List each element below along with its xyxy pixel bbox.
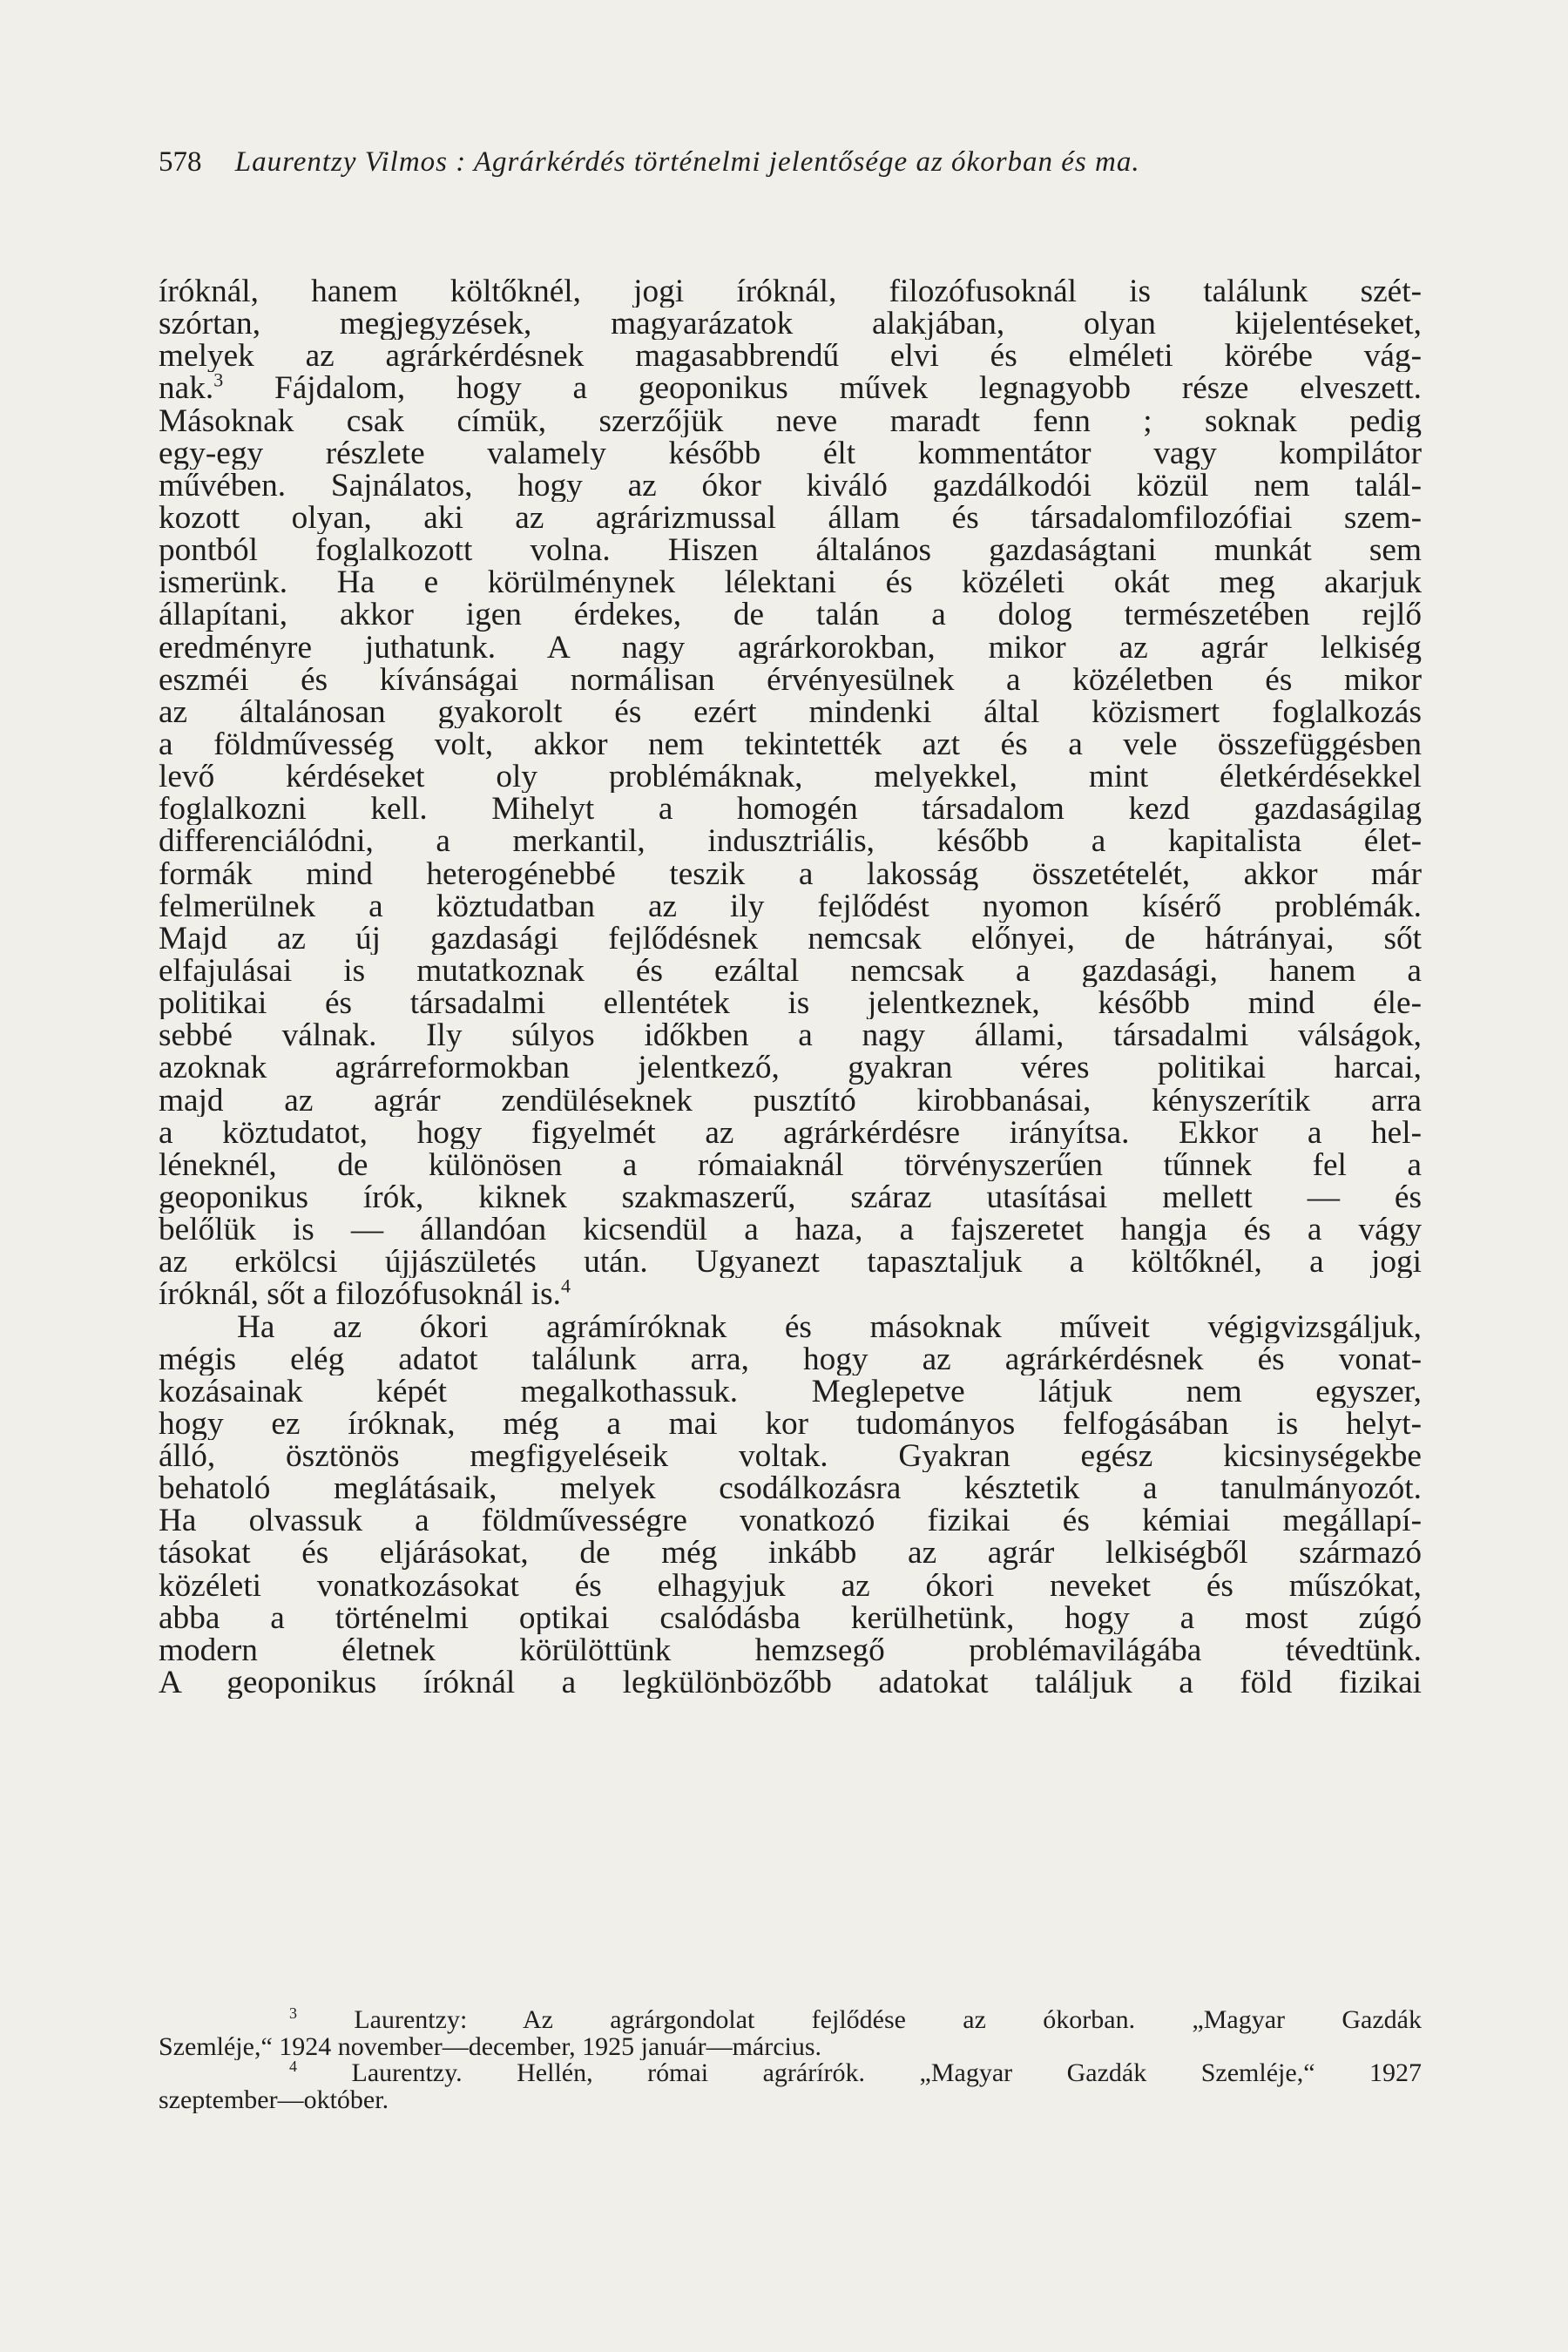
text-line: felmerülnek a köztudatban az ily fejlődést nyomon kísérő problémák. <box>159 889 1422 923</box>
text-line: geoponikus írók, kiknek szakmaszerű, száraz utasításai mellett — és <box>159 1180 1422 1214</box>
footnote-mark: 3 <box>289 2007 297 2022</box>
text-line: politikai és társadalmi ellentétek is jelentkeznek, később mind éle- <box>159 987 1422 1020</box>
text-line: mégis elég adatot találunk arra, hogy az agrárkérdésnek és vonat- <box>159 1342 1422 1375</box>
text-line: differenciálódni, a merkantil, indusztriális, később a kapitalista élet- <box>159 825 1422 858</box>
text-line: az általánosan gyakorolt és ezért mindenki által közismert foglalkozás <box>159 695 1422 728</box>
text-line: Ha az ókori agrámíróknak és másoknak műveit végigvizsgáljuk, <box>237 1310 1422 1343</box>
text-line: a földművesség volt, akkor nem tekintették azt és a vele összefüggésben <box>159 727 1422 761</box>
text-fragment: nak. <box>159 372 214 405</box>
text-line: formák mind heterogénebbé teszik a lakosság összetételét, akkor már <box>159 857 1422 890</box>
text-line <box>159 1278 1422 1310</box>
text-line: tásokat és eljárásokat, de még inkább az agrár lelkiségből származó <box>159 1537 1422 1570</box>
text-line: eszméi és kívánságai normálisan érvényesülnek a közéletben és mikor <box>159 663 1422 696</box>
text-line: a köztudatot, hogy figyelmét az agrárkérdésre irányítsa. Ekkor a hel- <box>159 1116 1422 1149</box>
text-line: melyek az agrárkérdésnek magasabbrendű elvi és elméleti körébe vág- <box>159 340 1422 373</box>
footnote-4 <box>159 2060 1422 2087</box>
footnote-3 <box>159 2007 1422 2034</box>
footnote-ref-3[interactable]: 3 <box>213 372 224 391</box>
page-number: 578 <box>159 146 202 178</box>
text-fragment: Fájdalom, hogy a geoponikus művek legnagyobb része elveszett. <box>223 372 1422 405</box>
body-text <box>159 275 1422 1699</box>
text-line: belőlük is — állandóan kicsendül a haza, a fajszeretet hangja és a vágy <box>159 1213 1422 1247</box>
text-line: sebbé válnak. Ily súlyos időkben a nagy állami, társadalmi válságok, <box>159 1019 1422 1052</box>
text-line: íróknál, hanem költőknél, jogi íróknál, filozófusoknál is találunk szét- <box>159 275 1422 308</box>
footnote-4-continued: szeptember—október. <box>159 2086 389 2113</box>
text-line: Majd az új gazdasági fejlődésnek nemcsak előnyei, de hátrányai, sőt <box>159 922 1422 955</box>
text-line: elfajulásai is mutatkoznak és ezáltal nemcsak a gazdasági, hanem a <box>159 954 1422 988</box>
text-line: léneknél, de különösen a rómaiaknál törvényszerűen tűnnek fel a <box>159 1148 1422 1181</box>
text-line: Ha olvassuk a földművességre vonatkozó fizikai és kémiai megállapí- <box>159 1504 1422 1538</box>
text-line: levő kérdéseket oly problémáknak, melyekkel, mint életkérdésekkel <box>159 760 1422 794</box>
text-line: az erkölcsi újjászületés után. Ugyanezt tapasztaljuk a költőknél, a jogi <box>159 1246 1422 1279</box>
footnote-text: Laurentzy. Hellén, római agrárírók. „Magyar Gazdák Szemléje,“ 1927 <box>351 2060 1422 2087</box>
paragraph-2 <box>159 1311 1422 1700</box>
text-line: behatoló meglátásaik, melyek csodálkozásra késztetik a tanulmányozót. <box>159 1472 1422 1505</box>
footnote-ref-4[interactable]: 4 <box>561 1278 571 1297</box>
text-line: modern életnek körülöttünk hemzsegő problémavilágába tévedtünk. <box>159 1633 1422 1667</box>
footnotes <box>159 2007 1422 2113</box>
text-line: hogy ez íróknak, még a mai kor tudományos felfogásában is helyt- <box>159 1407 1422 1441</box>
text-line: kozott olyan, aki az agrárizmussal állam és társadalomfilozófiai szem- <box>159 501 1422 535</box>
text-line: egy-egy részlete valamely később élt kommentátor vagy kompilátor <box>159 436 1422 470</box>
running-title: Laurentzy Vilmos : Agrárkérdés történelmi jelentősége az ókorban és ma. <box>234 146 1140 178</box>
text-line: pontból foglalkozott volna. Hiszen általános gazdaságtani munkát sem <box>159 534 1422 567</box>
text-line: abba a történelmi optikai csalódásba kerülhetünk, hogy a most zúgó <box>159 1601 1422 1634</box>
text-line: művében. Sajnálatos, hogy az ókor kiváló gazdálkodói közül nem talál- <box>159 469 1422 502</box>
text-line: állapítani, akkor igen érdekes, de talán a dolog természetében rejlő <box>159 598 1422 632</box>
footnote-mark: 4 <box>289 2060 297 2075</box>
footnote-3-continued: Szemléje,“ 1924 november—december, 1925 január—március. <box>159 2033 822 2060</box>
text-line: Másoknak csak címük, szerzőjük neve maradt fenn ; soknak pedig <box>159 404 1422 437</box>
text-line: eredményre juthatunk. A nagy agrárkorokban, mikor az agrár lelkiség <box>159 631 1422 664</box>
footnote-text: Laurentzy: Az agrárgondolat fejlődése az ókorban. „Magyar Gazdák <box>354 2007 1422 2034</box>
text-fragment: íróknál, sőt a filozófusoknál is. <box>159 1278 561 1311</box>
text-line: azoknak agrárreformokban jelentkező, gyakran véres politikai harcai, <box>159 1051 1422 1085</box>
text-line: A geoponikus íróknál a legkülönbözőbb adatokat találjuk a föld fizikai <box>159 1666 1422 1700</box>
text-line: álló, ösztönös megfigyeléseik voltak. Gyakran egész kicsinységekbe <box>159 1440 1422 1473</box>
text-line: majd az agrár zendüléseknek pusztító kirobbanásai, kényszerítik arra <box>159 1084 1422 1117</box>
text-line: közéleti vonatkozásokat és elhagyjuk az ókori neveket és műszókat, <box>159 1569 1422 1602</box>
text-line: ismerünk. Ha e körülménynek lélektani és közéleti okát meg akarjuk <box>159 566 1422 599</box>
text-line: foglalkozni kell. Mihelyt a homogén társadalom kezd gazdaságilag <box>159 793 1422 826</box>
text-line: szórtan, megjegyzések, magyarázatok alakjában, olyan kijelentéseket, <box>159 308 1422 341</box>
text-line: kozásainak képét megalkothassuk. Meglepetve látjuk nem egyszer, <box>159 1375 1422 1408</box>
running-head <box>159 141 1422 183</box>
paragraph-1 <box>159 275 1422 1311</box>
text-line <box>159 372 1422 404</box>
